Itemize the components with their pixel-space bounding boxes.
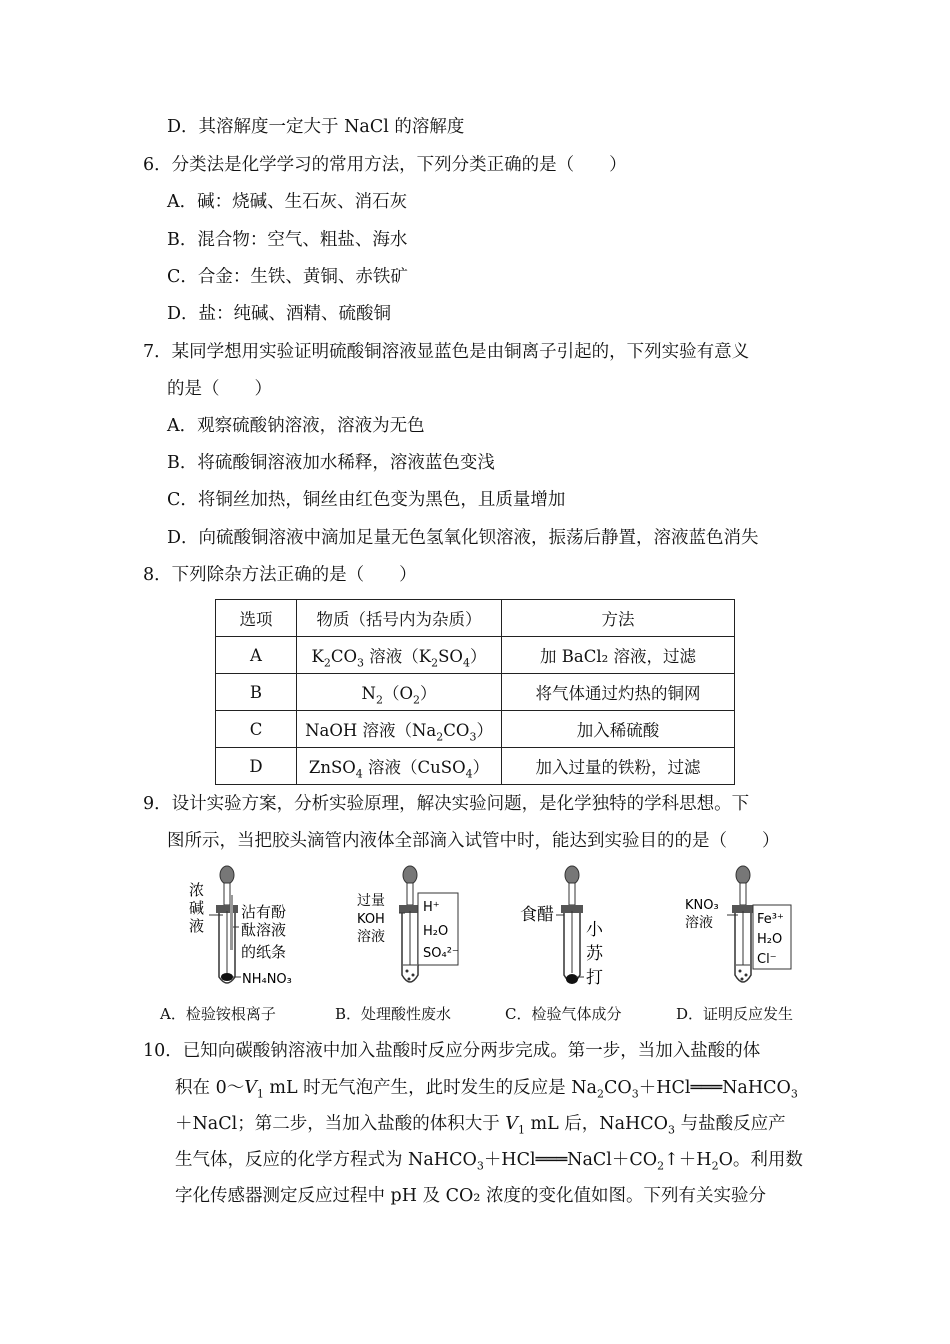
row-method: 将气体通过灼热的铜网 (502, 674, 735, 711)
caption-b: B．处理酸性废水 (335, 1005, 452, 1023)
fig-c-label-r2: 苏 (586, 944, 603, 964)
q6-option-c: C．合金：生铁、黄铜、赤铁矿 (167, 267, 408, 287)
fig-a-label-r1: 沾有酚 (241, 903, 287, 921)
q7-option-a: A．观察硫酸钠溶液，溶液为无色 (167, 416, 425, 436)
table-row (216, 637, 735, 674)
figure-c-gas-test (518, 865, 628, 999)
q10-line4: 生气体，反应的化学方程式为 $NaHCO_3+HCl═══NaCl+CO_2↑+H_2O$。利用数 (175, 1150, 803, 1173)
row-option: D (216, 748, 297, 785)
q10-line2: 积在 $0\sim V_1$ mL 时无气泡产生，此时发生的反应是 $Na_2CO_3+HCl═══NaHCO_3$ (175, 1078, 798, 1101)
q6-stem: 6．分类法是化学学习的常用方法，下列分类正确的是（ ） (143, 155, 627, 175)
fig-c-label-r3: 打 (586, 968, 603, 988)
row-method: 加入稀硫酸 (502, 711, 735, 748)
row-option: B (216, 674, 297, 711)
row-substance: ZnSO$_4$ 溶液（CuSO$_4$） (297, 748, 502, 785)
fig-d-box-2: H₂O (757, 932, 783, 947)
table-row (216, 748, 735, 785)
fig-a-label-l2: 碱 (189, 899, 205, 917)
figure-b-acid-waste (355, 865, 475, 999)
caption-d: D．证明反应发生 (676, 1005, 794, 1023)
row-option: A (216, 637, 297, 674)
header-method: 方法 (502, 600, 735, 637)
q6-option-b: B．混合物：空气、粗盐、海水 (167, 230, 408, 250)
row-substance: $K_2CO_3$ 溶液$(K_2SO_4)$ (297, 637, 502, 674)
q9-stem-line1: 9．设计实验方案，分析实验原理，解决实验问题，是化学独特的学科思想。下 (143, 794, 750, 814)
fig-a-label-l1: 浓 (189, 881, 205, 899)
figure-d-reaction-proof (683, 865, 803, 999)
fig-a-label-bottom: NH₄NO₃ (242, 972, 292, 987)
fig-d-box-1: Fe³⁺ (757, 912, 784, 927)
fig-b-label-l2: KOH (357, 912, 385, 927)
fig-a-label-l3: 液 (189, 917, 205, 935)
q7-option-d: D．向硫酸铜溶液中滴加足量无色氢氧化钡溶液，振荡后静置，溶液蓝色消失 (167, 528, 759, 548)
row-method: 加入过量的铁粉，过滤 (502, 748, 735, 785)
fig-b-label-l1: 过量 (357, 893, 385, 909)
fig-a-label-r3: 的纸条 (241, 943, 287, 961)
row-substance: NaOH 溶液$(Na_2CO_3)$ (297, 711, 502, 748)
q8-table (215, 599, 735, 785)
q10-line3: ＋NaCl；第二步，当加入盐酸的体积大于 $V_1$ mL 后，NaHCO$_3$ 与盐酸反应产 (175, 1114, 786, 1137)
header-option: 选项 (216, 600, 297, 637)
figure-a-ammonium-test (185, 865, 315, 999)
q7-option-c: C．将铜丝加热，铜丝由红色变为黑色，且质量增加 (167, 490, 566, 510)
fig-d-box-3: Cl⁻ (757, 952, 777, 967)
caption-c: C．检验气体成分 (505, 1005, 622, 1023)
fig-b-box-1: H⁺ (423, 900, 440, 915)
q7-stem-line2: 的是（ ） (167, 379, 272, 399)
row-method: 加 BaCl₂ 溶液，过滤 (502, 637, 735, 674)
caption-a: A．检验铵根离子 (160, 1005, 276, 1023)
row-substance: $N_2(O_2)$ (297, 674, 502, 711)
q8-stem: 8．下列除杂方法正确的是（ ） (143, 565, 417, 585)
q5-option-d: D．其溶解度一定大于 NaCl 的溶解度 (167, 117, 465, 137)
fig-a-label-r2: 酞溶液 (241, 921, 287, 939)
q10-line5: 字化传感器测定反应过程中 pH 及 CO₂ 浓度的变化值如图。下列有关实验分 (175, 1186, 766, 1206)
fig-c-label-r1: 小 (586, 920, 603, 940)
q9-stem-line2: 图所示，当把胶头滴管内液体全部滴入试管中时，能达到实验目的的是（ ） (167, 831, 780, 851)
fig-d-label-l2: 溶液 (685, 915, 713, 931)
q10-line1: 10．已知向碳酸钠溶液中加入盐酸时反应分两步完成。第一步，当加入盐酸的体 (143, 1041, 761, 1061)
q7-option-b: B．将硫酸铜溶液加水稀释，溶液蓝色变浅 (167, 453, 495, 473)
fig-b-box-3: SO₄²⁻ (423, 946, 459, 961)
table-row (216, 711, 735, 748)
header-substance: 物质（括号内为杂质） (297, 600, 502, 637)
table-row (216, 674, 735, 711)
q6-option-a: A．碱：烧碱、生石灰、消石灰 (167, 192, 408, 212)
q7-stem-line1: 7．某同学想用实验证明硫酸铜溶液显蓝色是由铜离子引起的，下列实验有意义 (143, 342, 750, 362)
q6-option-d: D．盐：纯碱、酒精、硫酸铜 (167, 304, 392, 324)
fig-c-label-l1: 食醋 (520, 905, 554, 925)
fig-b-label-l3: 溶液 (357, 929, 385, 945)
row-option: C (216, 711, 297, 748)
table-header-row (216, 600, 735, 637)
fig-d-label-l1: KNO₃ (685, 898, 719, 913)
fig-b-box-2: H₂O (423, 924, 449, 939)
